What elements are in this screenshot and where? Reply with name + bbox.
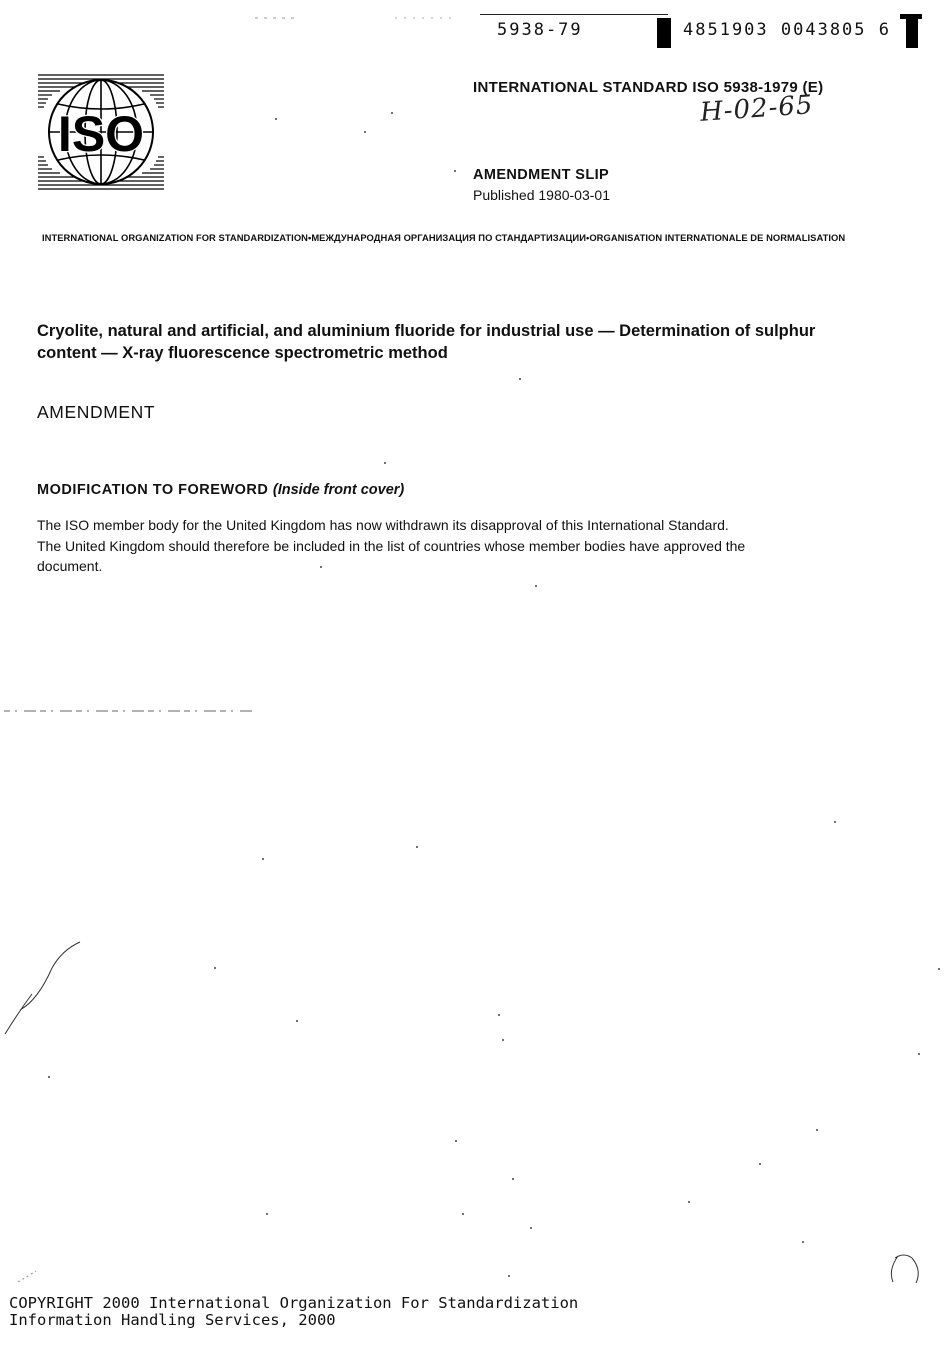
document-title-line-2: content — X-ray fluorescence spectrometric method [37,344,448,362]
scan-speck [502,1039,504,1041]
scan-speck [816,1129,818,1131]
scan-speck [802,1241,804,1243]
scan-speck [48,1076,50,1078]
scan-speck [455,1140,457,1142]
scan-speck [688,1201,690,1203]
scan-speck [391,112,393,114]
iso-logo-text: ISO [57,106,145,162]
body-line-2: The United Kingdom should therefore be included in the list of countries whose member bodies have approved the [37,537,746,554]
scan-speck [535,585,537,587]
modification-heading-text: MODIFICATION TO FOREWORD [37,482,269,498]
document-code: 5938-79 [497,20,583,40]
footer-line-1: COPYRIGHT 2000 International Organization For Standardization [9,1294,579,1312]
scan-speck [508,1275,510,1277]
scan-speck [364,131,366,133]
scan-speck [462,1213,464,1215]
modification-note: (Inside front cover) [272,482,405,498]
scan-speck [320,566,322,568]
scan-speck [519,378,521,380]
body-line-1: The ISO member body for the United Kingdom has now withdrawn its disapproval of this International Standard. [37,517,729,533]
amendment-slip-title: AMENDMENT SLIP [473,167,610,183]
scan-speck [262,858,264,860]
published-date: Published 1980-03-01 [473,187,610,203]
scan-speck [384,462,386,464]
scan-speck [759,1163,761,1165]
scan-speck [938,968,940,970]
amendment-heading: AMENDMENT [37,402,156,422]
scan-speck [416,846,418,848]
barcode-number: 4851903 0043805 6 [683,20,891,40]
scan-speck [275,118,277,120]
body-line-3: document. [37,558,103,574]
scan-speck [512,1178,514,1180]
document-title-line-1: Cryolite, natural and artificial, and aluminium fluoride for industrial use — Determination of sulphur [37,322,816,340]
footer-line-2: Information Handling Services, 2000 [9,1311,336,1329]
scan-speck [498,1014,500,1016]
copyright-footer [9,1295,578,1329]
scan-speck [454,170,456,172]
scan-speck [530,1227,532,1229]
organization-line: INTERNATIONAL ORGANIZATION FOR STANDARDIZATION•МЕЖДУНАРОДНАЯ ОРГАНИЗАЦИЯ ПО СТАНДАРТИЗАЦИИ•ORGANISATION INTERNATIONALE DE NORMALISATION [42,232,846,243]
scan-speck [834,821,836,823]
scan-speck [918,1053,920,1055]
scan-speck [296,1020,298,1022]
scan-speck [214,967,216,969]
scan-speck [266,1213,268,1215]
handwritten-note: H-02-65 [699,90,815,128]
standard-title: INTERNATIONAL STANDARD ISO 5938-1979 (E) [473,79,824,96]
